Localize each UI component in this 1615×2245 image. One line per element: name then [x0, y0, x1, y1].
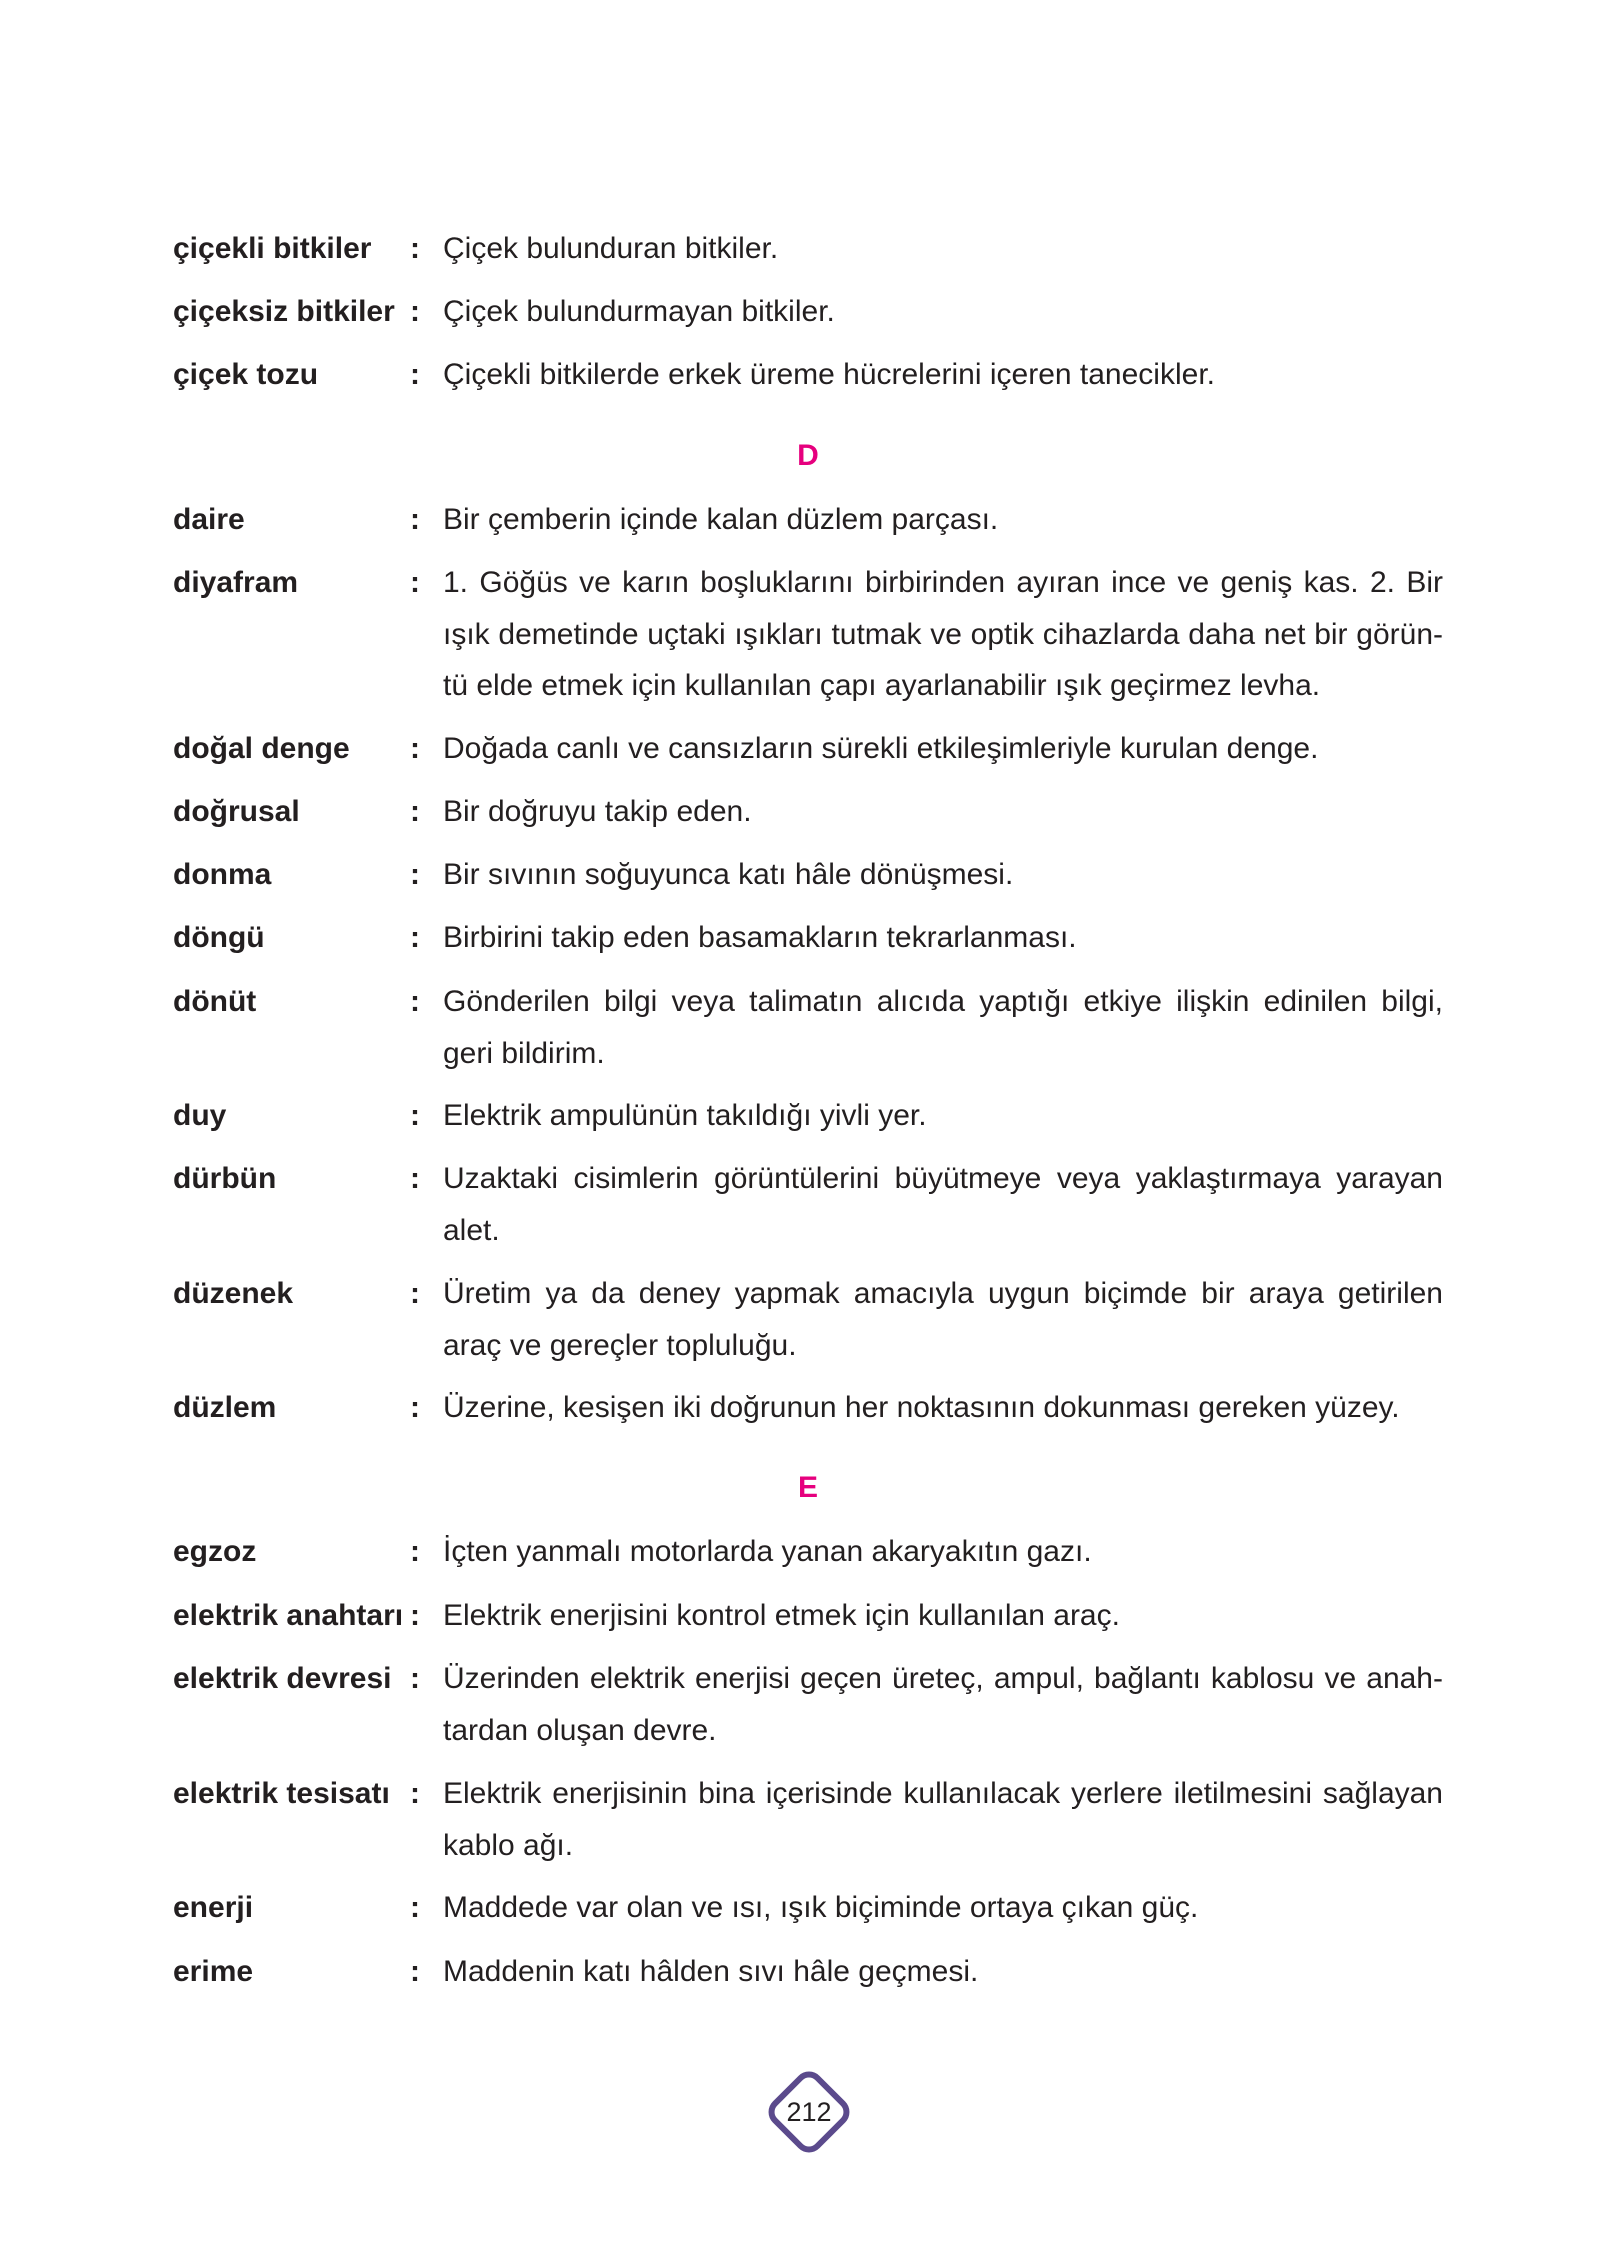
entry-colon: : [410, 295, 420, 328]
entry-definition: Birbirini takip eden basamakların tekrarlanması. [443, 921, 1077, 954]
entry-colon: : [410, 858, 420, 891]
entry-colon: : [410, 1599, 420, 1632]
entry-term: çiçek tozu [173, 358, 319, 391]
entry-colon: : [410, 732, 420, 765]
entry-colon: : [410, 921, 420, 954]
entry-colon: : [410, 566, 420, 599]
entry-term: düzlem [173, 1391, 277, 1424]
entry-definition: Çiçek bulunduran bitkiler. [443, 232, 779, 265]
entry-term: elektrik devresi [173, 1662, 392, 1695]
entry-colon: : [410, 1277, 420, 1310]
entry-term: döngü [173, 921, 265, 954]
entry-term: elektrik anahtarı [173, 1599, 404, 1632]
entry-definition: 1. Göğüs ve karın boşluklarını birbirinden ayıran ince ve geniş kas. 2. Bir ışık demetinde uçtaki ışıkları tutmak ve optik cihazlarda daha net bir görün- tü elde etmek için kullanılan çapı ayarlanabilir ışık geçirmez levha. [443, 566, 1443, 702]
entry-colon: : [410, 1391, 420, 1424]
entry-definition: Uzaktaki cisimlerin görüntülerini büyütmeye veya yaklaştırmaya yarayan alet. [443, 1162, 1443, 1247]
entry-definition: Elektrik enerjisinin bina içerisinde kullanılacak yerlere iletilmesini sağlayan kablo ağı. [443, 1777, 1443, 1862]
entry-definition: Doğada canlı ve cansızların sürekli etkileşimleriyle kurulan denge. [443, 732, 1319, 765]
entry-definition: Üzerine, kesişen iki doğrunun her noktasının dokunması gereken yüzey. [443, 1391, 1400, 1424]
entry-term: doğrusal [173, 795, 300, 828]
entry-colon: : [410, 795, 420, 828]
entry-colon: : [410, 232, 420, 265]
entry-term: dönüt [173, 985, 257, 1018]
page-number: 212 [786, 2097, 832, 2127]
entry-colon: : [410, 1099, 420, 1132]
entry-definition: Maddede var olan ve ısı, ışık biçiminde ortaya çıkan güç. [443, 1891, 1199, 1924]
entry-definition: Üretim ya da deney yapmak amacıyla uygun biçimde bir araya getirilen araç ve gereçler topluluğu. [443, 1277, 1443, 1362]
entry-definition: Üzerinden elektrik enerjisi geçen üreteç, ampul, bağlantı kablosu ve anah- tardan oluşan devre. [443, 1662, 1443, 1747]
entry-definition: Elektrik enerjisini kontrol etmek için kullanılan araç. [443, 1599, 1120, 1632]
entry-definition: Bir doğruyu takip eden. [443, 795, 752, 828]
entry-term: diyafram [173, 566, 299, 599]
entry-term: daire [173, 503, 245, 536]
entry-term: elektrik tesisatı [173, 1777, 390, 1810]
entry-definition: Gönderilen bilgi veya talimatın alıcıda yaptığı etkiye ilişkin edinilen bilgi, geri bildirim. [443, 985, 1443, 1070]
section-letter-d: D [797, 439, 819, 472]
entry-colon: : [410, 1777, 420, 1810]
entry-colon: : [410, 1891, 420, 1924]
entry-colon: : [410, 1162, 420, 1195]
entry-definition: Bir sıvının soğuyunca katı hâle dönüşmesi. [443, 858, 1014, 891]
entry-colon: : [410, 358, 420, 391]
entry-term: çiçeksiz bitkiler [173, 295, 395, 328]
entry-term: donma [173, 858, 272, 891]
entry-term: enerji [173, 1891, 254, 1924]
entry-term: erime [173, 1955, 254, 1988]
entry-term: dürbün [173, 1162, 277, 1195]
entry-term: duy [173, 1099, 227, 1132]
entry-term: egzoz [173, 1535, 257, 1568]
entry-colon: : [410, 1955, 420, 1988]
entry-term: doğal denge [173, 732, 350, 765]
entry-definition: Çiçek bulundurmayan bitkiler. [443, 295, 835, 328]
entry-term: düzenek [173, 1277, 294, 1310]
entry-colon: : [410, 503, 420, 536]
entry-term: çiçekli bitkiler [173, 232, 372, 265]
entry-definition: Çiçekli bitkilerde erkek üreme hücrelerini içeren tanecikler. [443, 358, 1215, 391]
entry-colon: : [410, 1535, 420, 1568]
section-letter-e: E [797, 1471, 818, 1504]
entry-colon: : [410, 985, 420, 1018]
entry-definition: Bir çemberin içinde kalan düzlem parçası. [443, 503, 999, 536]
entry-definition: İçten yanmalı motorlarda yanan akaryakıtın gazı. [443, 1535, 1092, 1568]
entry-definition: Maddenin katı hâlden sıvı hâle geçmesi. [443, 1955, 979, 1988]
page-number-badge [757, 2060, 861, 2164]
entry-definition: Elektrik ampulünün takıldığı yivli yer. [443, 1099, 927, 1132]
entry-colon: : [410, 1662, 420, 1695]
